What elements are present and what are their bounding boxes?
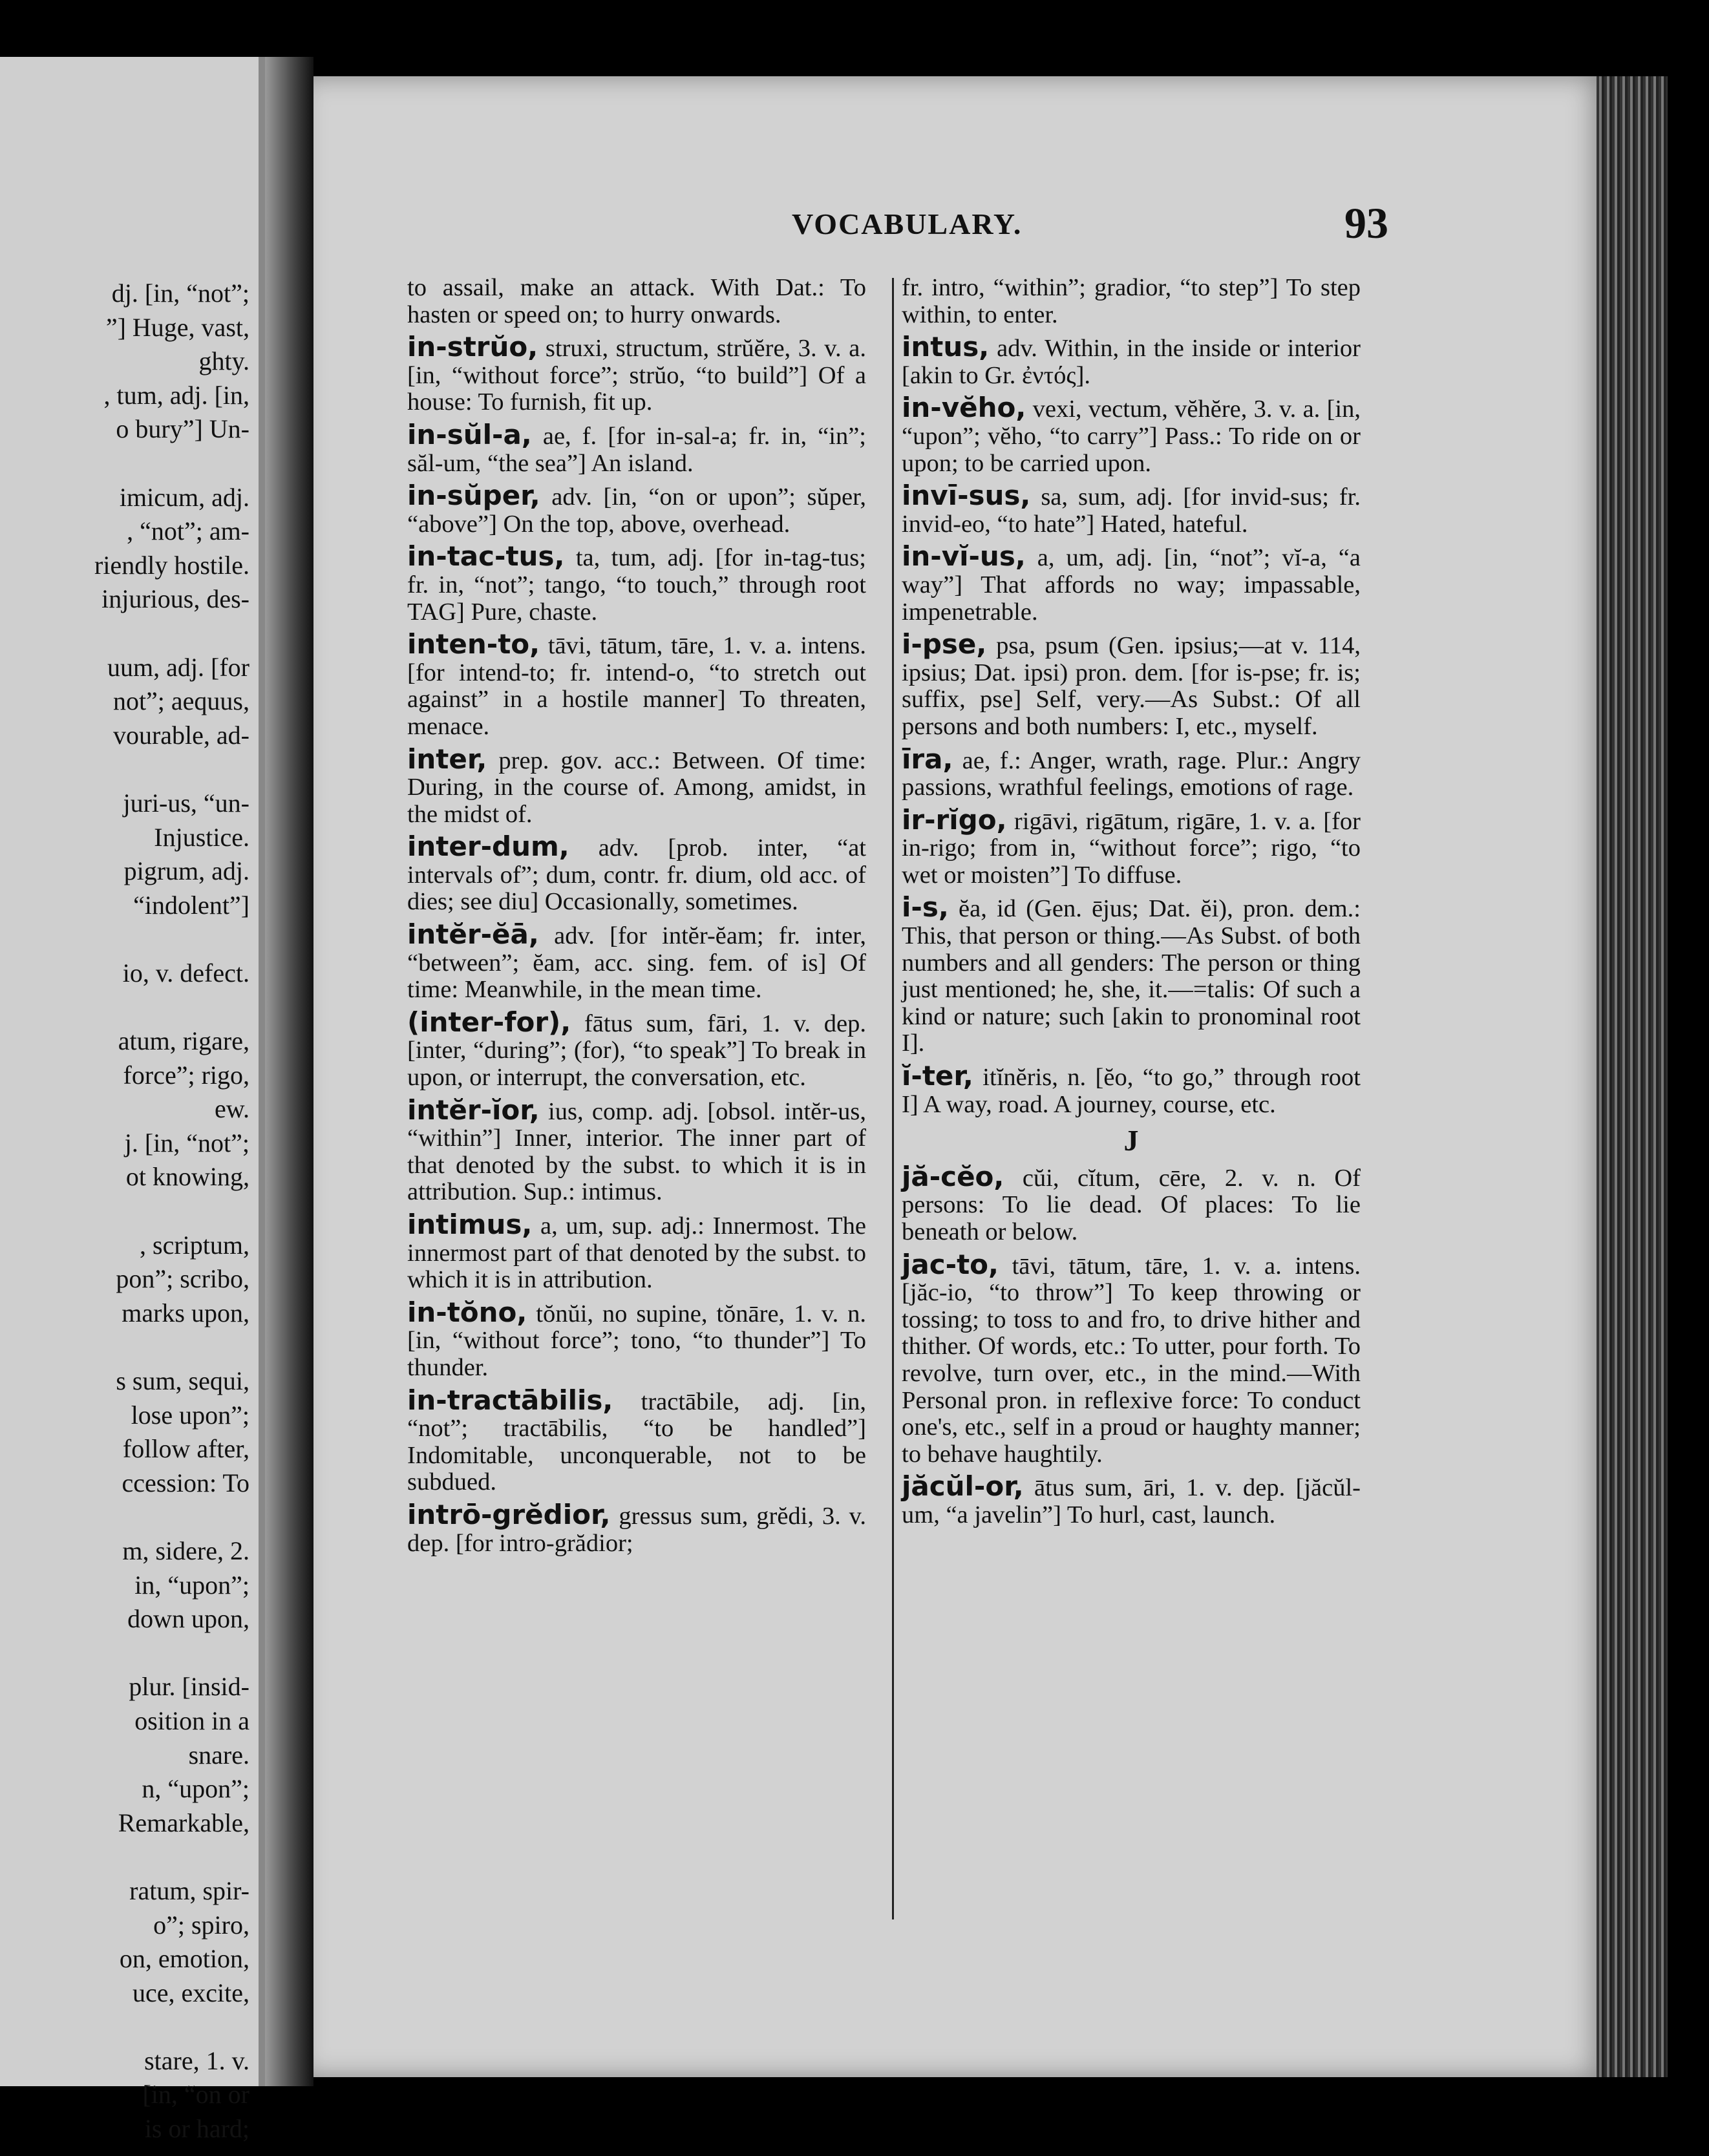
headword: jăcŭl-or, bbox=[902, 1470, 1024, 1503]
left-page-line: o”; spiro, bbox=[153, 1910, 249, 1939]
headword: in-vĭ-us, bbox=[902, 540, 1026, 573]
headword: intrō-grĕdior, bbox=[407, 1498, 611, 1530]
headword: intĕr-ĕā, bbox=[407, 918, 539, 951]
left-page-line: force”; rigo, bbox=[123, 1060, 249, 1090]
left-page-line: not”; aequus, bbox=[112, 686, 249, 716]
dictionary-entry bbox=[407, 333, 866, 416]
headword: inter-dum, bbox=[407, 830, 569, 863]
running-title: VOCABULARY. bbox=[792, 207, 1023, 240]
left-page-line: s sum, sequi, bbox=[116, 1366, 249, 1395]
dictionary-entry bbox=[407, 918, 866, 1004]
left-page-line: io, v. defect. bbox=[122, 958, 249, 988]
entry-definition: struxi, structum, strŭĕre, 3. v. a. [in, “without force”; strŭo, “to build”] Of a house: To furnish, fit up. bbox=[407, 335, 866, 416]
left-page-line: ratum, spir- bbox=[129, 1876, 249, 1905]
left-page-line: in, “upon”; bbox=[134, 1570, 249, 1600]
dictionary-entry bbox=[902, 1160, 1361, 1246]
entry-definition: itĭnĕris, n. [ĕo, “to go,” through root I] A way, road. A journey, course, etc. bbox=[902, 1064, 1361, 1118]
entry-definition: tractābile, adj. [in, “not”; tractābilis, “to be handled”] Indomitable, unconquerable, not to be subdued. bbox=[407, 1388, 866, 1496]
left-page-line: Injustice. bbox=[154, 822, 249, 852]
dictionary-entry bbox=[902, 891, 1361, 1057]
headword: (inter-for), bbox=[407, 1006, 571, 1038]
entry-definition: tāvi, tātum, tāre, 1. v. a. intens. [jăc-io, “to throw”] To keep throwing or tossing; to toss to and fro, to drive hither and thither. Of words, etc.: To utter, pour forth. To revolve, turn over, etc., in the mind.—With Personal pron. in reflexive force: To conduct one's, etc., self in a proud or haughty manner; to behave haughtily. bbox=[902, 1252, 1361, 1468]
left-page-line: is or hard; bbox=[144, 2114, 249, 2144]
headword: in-tractābilis, bbox=[407, 1384, 613, 1416]
dictionary-entry bbox=[407, 1384, 866, 1496]
headword: in-vĕho, bbox=[902, 392, 1026, 424]
entry-definition: to assail, make an attack. With Dat.: To hasten or speed on; to hurry onwards. bbox=[407, 274, 866, 328]
dictionary-entry bbox=[902, 482, 1361, 538]
left-page-line: [in, “on or bbox=[142, 2080, 249, 2109]
left-page-line: ccession: To bbox=[122, 1468, 249, 1497]
entry-definition: adv. Within, in the inside or interior [akin to Gr. ἐντός]. bbox=[902, 335, 1361, 389]
left-page-line: on, emotion, bbox=[119, 1944, 249, 1974]
dictionary-entry bbox=[902, 803, 1361, 889]
left-page-line bbox=[4, 752, 249, 787]
left-page-line bbox=[4, 447, 249, 481]
left-page-line: down upon, bbox=[127, 1604, 249, 1634]
dictionary-entry bbox=[902, 628, 1361, 740]
dictionary-entry bbox=[407, 1211, 866, 1294]
entry-definition: tāvi, tātum, tāre, 1. v. a. intens. [for intend-to; fr. intend-o, “to stretch out against” in a hostile manner] To threaten, menace. bbox=[407, 632, 866, 740]
left-page-line: osition in a bbox=[134, 1706, 249, 1735]
left-page-line bbox=[4, 990, 249, 1024]
entry-definition: rigāvi, rigātum, rigāre, 1. v. a. [for in-rigo; from in, “without force”; rigo, “to wet or moisten”] To diffuse. bbox=[902, 807, 1361, 889]
dictionary-entry bbox=[407, 743, 866, 829]
column-divider bbox=[892, 278, 894, 1919]
page-edges bbox=[1597, 76, 1668, 2077]
page-number: 93 bbox=[1344, 198, 1388, 248]
entry-definition: ātus sum, āri, 1. v. dep. [jăcŭl-um, “a javelin”] To hurl, cast, launch. bbox=[902, 1474, 1361, 1528]
left-page-line: atum, rigare, bbox=[118, 1026, 249, 1056]
left-page-line: j. [in, “not”; bbox=[124, 1128, 249, 1157]
dictionary-entry bbox=[407, 418, 866, 477]
dictionary-entry bbox=[902, 1248, 1361, 1468]
dictionary-entry bbox=[902, 275, 1361, 328]
left-page-text bbox=[4, 277, 249, 2146]
left-page-line: m, sidere, 2. bbox=[122, 1536, 249, 1565]
dictionary-entry bbox=[407, 1296, 866, 1382]
dictionary-entry bbox=[902, 333, 1361, 389]
headword: i-s, bbox=[902, 891, 949, 924]
entry-definition: ae, f. [for in-sal-a; fr. in, “in”; săl-um, “the sea”] An island. bbox=[407, 422, 866, 477]
headword: inten-to, bbox=[407, 628, 540, 661]
headword: intimus, bbox=[407, 1209, 533, 1240]
left-page-line: ghty. bbox=[198, 346, 249, 376]
entry-definition: ĕa, id (Gen. ējus; Dat. ĕi), pron. dem.: This, that person or thing.—As Subst. of both numbers and all genders: The person or thing just mentioned; he, she, it.—=talis: Of such a kind or nature; such [akin to pronominal root I]. bbox=[902, 895, 1361, 1057]
entry-definition: adv. [for intĕr-ĕam; fr. inter, “between”; ĕam, acc. sing. fem. of is] Of time: Meanwhile, in the mean time. bbox=[407, 922, 866, 1004]
headword: in-tac-tus, bbox=[407, 540, 565, 573]
entry-definition: ius, comp. adj. [obsol. intĕr-us, “within”] Inner, interior. The inner part of that denoted by the subst. to which it is in attribution. Sup.: intimus. bbox=[407, 1097, 866, 1206]
left-page-line: o bury”] Un- bbox=[116, 414, 249, 444]
entry-definition: sa, sum, adj. [for invid-sus; fr. invid-eo, “to hate”] Hated, hateful. bbox=[902, 483, 1361, 538]
left-page-line bbox=[4, 1500, 249, 1534]
dictionary-entry bbox=[407, 628, 866, 740]
entry-definition: fātus sum, fāri, 1. v. dep. [inter, “during”; (for), “to speak”] To break in upon, or interrupt, the conversation, etc. bbox=[407, 1009, 866, 1092]
entry-definition: ae, f.: Anger, wrath, rage. Plur.: Angry passions, wrathful feelings, emotions of rage. bbox=[902, 746, 1361, 801]
left-page-line: follow after, bbox=[122, 1434, 249, 1464]
dictionary-entry bbox=[407, 1006, 866, 1092]
left-page-line: ot knowing, bbox=[125, 1162, 249, 1192]
left-page-line: , tum, adj. [in, bbox=[103, 380, 249, 410]
headword: in-tŏno, bbox=[407, 1296, 527, 1328]
entry-definition: a, um, adj. [in, “not”; vĭ-a, “a way”] That affords no way; impassable, impenetrable. bbox=[902, 544, 1361, 626]
left-page-line: “indolent”] bbox=[133, 890, 249, 920]
left-page-line: riendly hostile. bbox=[94, 550, 249, 580]
left-page-line: uum, adj. [for bbox=[107, 652, 249, 682]
left-page-line bbox=[4, 1636, 249, 1671]
left-page-line: uce, excite, bbox=[133, 1978, 249, 2007]
dictionary-entry bbox=[902, 540, 1361, 626]
entry-definition: adv. [prob. inter, “at intervals of”; dum, contr. fr. dium, old acc. of dies; see diu] Occasionally, sometimes. bbox=[407, 834, 866, 916]
entry-definition: ta, tum, adj. [for in-tag-tus; fr. in, “not”; tango, “to touch,” through root TAG] Pure, chaste. bbox=[407, 544, 866, 626]
left-page-line: n, “upon”; bbox=[142, 1774, 249, 1804]
left-page-line bbox=[4, 1330, 249, 1364]
left-page-line: ”] Huge, vast, bbox=[105, 312, 249, 342]
dictionary-entry bbox=[407, 482, 866, 538]
entry-definition: a, um, sup. adj.: Innermost. The innermost part of that denoted by the subst. to which it is in attribution. bbox=[407, 1212, 866, 1294]
headword: ĭ-ter, bbox=[902, 1060, 973, 1092]
dictionary-entry bbox=[407, 540, 866, 626]
dictionary-entry bbox=[407, 830, 866, 916]
left-page-line: , scriptum, bbox=[140, 1230, 249, 1260]
left-page-line bbox=[4, 617, 249, 651]
entry-definition: adv. [in, “on or upon”; sŭper, “above”] On the top, above, overhead. bbox=[407, 483, 866, 538]
column-right bbox=[902, 275, 1361, 1534]
left-page-line: imicum, adj. bbox=[119, 482, 249, 512]
left-page-line: pigrum, adj. bbox=[123, 856, 249, 886]
entry-definition: vexi, vectum, vĕhĕre, 3. v. a. [in, “upon”; vĕho, “to carry”] Pass.: To ride on or upon; to be carried upon. bbox=[902, 396, 1361, 477]
left-page-line: juri-us, “un- bbox=[123, 788, 249, 818]
headword: invī-sus, bbox=[902, 480, 1031, 512]
headword: intĕr-ĭor, bbox=[407, 1094, 540, 1126]
left-page-line: marks upon, bbox=[122, 1298, 249, 1327]
left-page-line: injurious, des- bbox=[101, 584, 249, 614]
dictionary-entry bbox=[902, 394, 1361, 477]
dictionary-entry bbox=[902, 743, 1361, 801]
left-page-line: pon”; scribo, bbox=[116, 1264, 249, 1294]
dictionary-entry bbox=[407, 275, 866, 328]
book-gutter bbox=[265, 57, 313, 2086]
entry-definition: tŏnŭi, no supine, tŏnāre, 1. v. n. [in, “without force”; tono, “to thunder”] To thunder. bbox=[407, 1300, 866, 1381]
headword: in-strŭo, bbox=[407, 331, 538, 363]
entry-definition: psa, psum (Gen. ipsius;—at v. 114, ipsius; Dat. ipsi) pron. dem. [for is-pse; fr. is; suffix, pse] Self, very.—As Subst.: Of all persons and both numbers: I, etc., myself. bbox=[902, 632, 1361, 740]
left-page-line: plur. [insid- bbox=[129, 1672, 249, 1702]
headword: i-pse, bbox=[902, 628, 987, 661]
left-page-line: , “not”; am- bbox=[127, 516, 249, 546]
entry-definition: gressus sum, grĕdi, 3. v. dep. [for intro-grădior; bbox=[407, 1502, 866, 1557]
left-page-line bbox=[4, 2010, 249, 2044]
left-page-line: snare. bbox=[188, 1740, 249, 1770]
headword: ir-rĭgo, bbox=[902, 803, 1007, 836]
dictionary-entry bbox=[407, 1094, 866, 1206]
left-page-line: stare, 1. v. bbox=[144, 2045, 249, 2075]
dictionary-entry bbox=[902, 1062, 1361, 1118]
headword: jac-to, bbox=[902, 1248, 999, 1280]
headword: jă-cĕo, bbox=[902, 1160, 1004, 1192]
headword: īra, bbox=[902, 743, 953, 775]
left-page-line: Remarkable, bbox=[118, 1808, 249, 1837]
section-letter: J bbox=[1123, 1124, 1139, 1157]
column-left bbox=[407, 275, 866, 1562]
headword: in-sŭper, bbox=[407, 480, 540, 512]
dictionary-entry bbox=[407, 1498, 866, 1557]
left-page-line bbox=[4, 1194, 249, 1229]
headword: inter, bbox=[407, 743, 487, 775]
entry-definition: fr. intro, “within”; gradior, “to step”] To step within, to enter. bbox=[902, 274, 1361, 328]
left-page bbox=[0, 57, 265, 2144]
headword: in-sŭl-a, bbox=[407, 418, 532, 450]
entry-definition: prep. gov. acc.: Between. Of time: During, in the course of. Among, amidst, in the midst of. bbox=[407, 746, 866, 828]
headword: intus, bbox=[902, 331, 990, 363]
left-page-line bbox=[4, 1840, 249, 1874]
left-page-line: lose upon”; bbox=[131, 1400, 249, 1430]
dictionary-entry bbox=[902, 1470, 1361, 1528]
left-page-line bbox=[4, 922, 249, 956]
entry-definition: cŭi, cĭtum, cēre, 2. v. n. Of persons: To lie dead. Of places: To lie beneath or below. bbox=[902, 1164, 1361, 1245]
left-page-line: dj. [in, “not”; bbox=[111, 279, 249, 308]
left-page-line: vourable, ad- bbox=[112, 720, 249, 750]
left-page-line: ew. bbox=[214, 1094, 249, 1124]
